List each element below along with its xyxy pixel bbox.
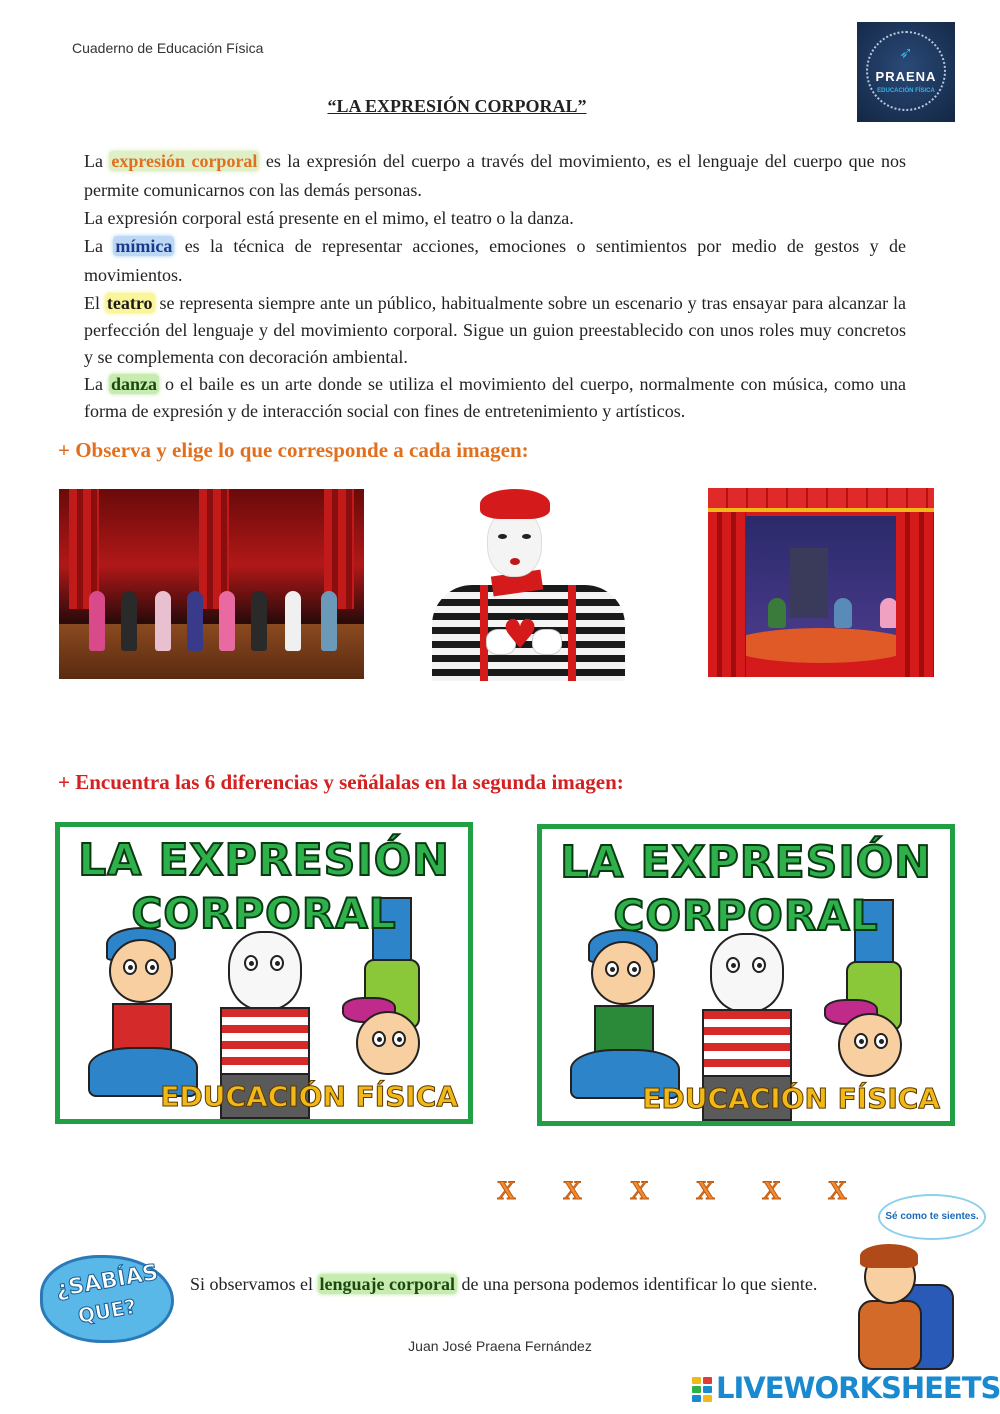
mime-eye [522, 534, 531, 539]
mime-head [228, 931, 302, 1011]
theater-image[interactable] [708, 488, 934, 677]
curtain-valance [708, 488, 934, 512]
term-teatro: teatro [106, 293, 153, 313]
text-segment: Si observamos el [190, 1274, 318, 1294]
sabias-que-badge [40, 1247, 174, 1347]
eye [123, 959, 137, 975]
eye [854, 1033, 868, 1049]
intro-text [84, 147, 906, 425]
term-lenguaje-corporal: lenguaje corporal [319, 1274, 455, 1294]
liveworksheets-wordmark: LIVEWORKSHEETS [716, 1371, 1000, 1405]
poster-title-line-2: CORPORAL [613, 891, 879, 940]
difference-mark-3[interactable]: X [630, 1176, 649, 1205]
castle [790, 548, 828, 618]
term-danza: danza [111, 374, 158, 394]
text-segment: es la técnica de representar acciones, emociones o sentimientos por medio de gestos y de movimientos. [84, 236, 906, 285]
logo-name: PRAENA [875, 69, 937, 84]
dancer [89, 591, 105, 651]
intro-paragraph-4 [84, 290, 906, 371]
poster-title-line-2: CORPORAL [131, 889, 397, 938]
dancer [251, 591, 267, 651]
dancer [155, 591, 171, 651]
eye [627, 961, 641, 977]
curtain-left [708, 512, 746, 677]
dancer [285, 591, 301, 651]
text-segment: se representa siempre ante un público, habitualmente sobre un escenario y tras ensayar para alcanzar la perfección del lenguaje y del movimiento corporal. Sigue un guion preestablecido con unos roles muy concretos y se complementa con decoración ambiental. [84, 293, 906, 367]
dancer [219, 591, 235, 651]
difference-mark-4[interactable]: X [696, 1176, 715, 1205]
curtain-right [896, 512, 934, 677]
page-title: “LA EXPRESIÓN CORPORAL” [327, 96, 587, 116]
poster-title-line-1: LA EXPRESIÓN [560, 837, 932, 888]
runner-icon: ➶ [899, 43, 913, 62]
sabias-line-2: QUE? [76, 1294, 138, 1328]
boy-head [356, 1011, 420, 1075]
header-note: Cuaderno de Educación Física [72, 40, 264, 56]
hug-illustration [850, 1244, 960, 1374]
text-segment: de una persona podemos identificar lo que siente. [456, 1274, 818, 1294]
poster-footer: EDUCACIÓN FÍSICA [160, 1080, 458, 1113]
poster-with-differences[interactable] [537, 824, 955, 1126]
mime-face [487, 509, 542, 577]
text-segment: es la expresión del cuerpo a través del movimiento, es el lenguaje del cuerpo que nos permite comunicarnos con las demás personas. [84, 151, 907, 200]
intro-paragraph-2: La expresión corporal está presente en el mimo, el teatro o la danza. [84, 208, 574, 228]
author-credit: Juan José Praena Fernández [408, 1338, 592, 1354]
girl-head [109, 939, 173, 1003]
difference-marks [497, 1176, 857, 1206]
speech-bubble: Sé como te sientes. [878, 1194, 986, 1240]
dance-image[interactable] [59, 489, 364, 679]
eye [874, 1033, 888, 1049]
dancer [321, 591, 337, 651]
term-expresion-corporal: expresión corporal [111, 151, 258, 171]
poster-footer: EDUCACIÓN FÍSICA [642, 1082, 940, 1115]
hug-hair [860, 1244, 918, 1268]
eye [752, 957, 766, 973]
dancer [187, 591, 203, 651]
difference-mark-1[interactable]: X [497, 1176, 516, 1205]
liveworksheets-icon [692, 1377, 714, 1403]
eye [726, 957, 740, 973]
girl-head[interactable] [591, 941, 655, 1005]
logo-subtitle: EDUCACIÓN FÍSICA [877, 88, 935, 94]
poster-title-line-1: LA EXPRESIÓN [78, 835, 450, 886]
boy-head[interactable] [838, 1013, 902, 1077]
stage [728, 628, 914, 663]
eye [392, 1031, 406, 1047]
intro-paragraph-1 [84, 147, 906, 205]
child-actor [834, 598, 852, 628]
girl-vest[interactable] [594, 1005, 654, 1055]
mime-mouth [510, 558, 520, 565]
eye [270, 955, 284, 971]
text-segment: La [84, 236, 114, 256]
text-segment: El [84, 293, 105, 313]
text-segment: La [84, 151, 110, 171]
fact-text [190, 1269, 846, 1299]
difference-mark-2[interactable]: X [563, 1176, 582, 1205]
difference-mark-5[interactable]: X [762, 1176, 781, 1205]
heart-icon: ♥ [502, 612, 538, 658]
eye [145, 959, 159, 975]
term-mimica: mímica [115, 236, 173, 256]
eye [372, 1031, 386, 1047]
intro-paragraph-5 [84, 371, 906, 425]
text-segment: o el baile es un arte donde se utiliza el movimiento del cuerpo, normalmente con música, como una forma de expresión y de interacción social con fines de entretenimiento y artísticos. [84, 374, 906, 421]
mime-eye [498, 534, 507, 539]
mime-striped-body[interactable] [702, 1009, 792, 1079]
difference-mark-6[interactable]: X [828, 1176, 847, 1205]
mime-image[interactable] [432, 489, 625, 681]
eye [244, 955, 258, 971]
mime-striped-body [220, 1007, 310, 1077]
poster-original [55, 822, 473, 1124]
child-actor [768, 598, 786, 628]
suspender [568, 585, 576, 681]
dancer [121, 591, 137, 651]
text-segment: La [84, 374, 109, 394]
girl-vest [112, 1003, 172, 1053]
mime-head[interactable] [710, 933, 784, 1013]
hug-figure-1 [858, 1300, 922, 1370]
section-heading-observe: + Observa y elige lo que corresponde a cada imagen: [58, 438, 529, 462]
section-heading-differences: + Encuentra las 6 diferencias y señálalas en la segunda imagen: [58, 770, 624, 794]
red-beret [480, 489, 550, 519]
eye [605, 961, 619, 977]
sabias-line-1: ¿SABÍAS [53, 1260, 161, 1303]
intro-paragraph-3 [84, 232, 906, 290]
